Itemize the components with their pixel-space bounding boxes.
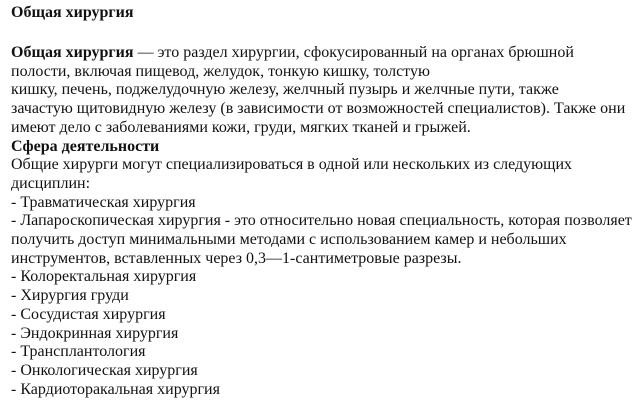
section-heading: Сфера деятельности [11, 137, 160, 155]
intro-line-5: имеют дело с заболеваниями кожи, груди, мягких тканей и грыжей. [11, 118, 471, 136]
list-item: - Кардиоторакальная хирургия [11, 380, 220, 398]
intro-line-1-rest: — это раздел хирургии, сфокусированный на органах брюшной [133, 44, 574, 61]
intro-line-2: полости, включая пищевод, желудок, тонкую кишку, толстую [11, 62, 430, 80]
list-item: - Хирургия груди [11, 287, 129, 305]
intro-term: Общая хирургия [11, 44, 134, 61]
section-intro-line-1: Общие хирурги могут специализироваться в одной или нескольких из следующих [11, 156, 573, 174]
list-item: - Лапароскопическая хирургия - это относительно новая специальность, которая позволяет [11, 212, 632, 230]
document [11, 2, 639, 399]
list-item: - Трансплантология [11, 343, 146, 361]
intro-line-4: зачастую щитовидную железу (в зависимости от возможностей специалистов). Также они [11, 100, 626, 118]
section-intro-line-2: дисциплин: [11, 174, 91, 192]
list-item: получить доступ минимальными методами с использованием камер и небольших [11, 231, 567, 249]
spacer [11, 24, 639, 44]
intro-line-3: кишку, печень, поджелудочную железу, желчный пузырь и желчные пути, также [11, 81, 559, 99]
list-item: инструментов, вставленных через 0,3—1-сантиметровые разрезы. [11, 249, 462, 267]
list-item: - Сосудистая хирургия [11, 305, 166, 323]
intro-line-1 [11, 44, 639, 63]
list-item: - Колоректальная хирургия [11, 268, 197, 286]
list-item: - Эндокринная хирургия [11, 324, 179, 342]
page-title: Общая хирургия [11, 4, 134, 21]
list-item: - Травматическая хирургия [11, 193, 196, 211]
list-item: - Онкологическая хирургия [11, 361, 198, 379]
